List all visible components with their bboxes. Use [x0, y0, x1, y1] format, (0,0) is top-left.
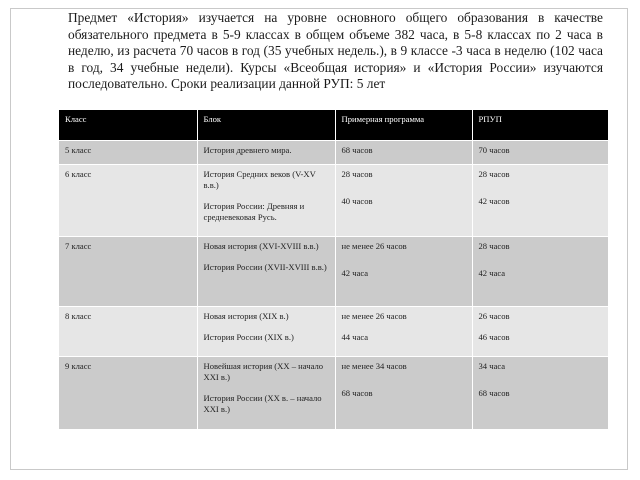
rpup-hours: 28 часов: [478, 241, 510, 251]
program-cell: [335, 141, 472, 165]
table-row: [59, 357, 608, 429]
program-hours: 68 часов: [341, 145, 373, 155]
header-block: Блок: [197, 110, 335, 141]
header-grade: Класс: [59, 110, 197, 141]
grade-label: 7 класс: [65, 241, 92, 251]
block-cell: [197, 165, 335, 237]
block-label: История Средних веков (V-XV в.в.): [203, 169, 316, 190]
intro-paragraph: Предмет «История» изучается на уровне основного общего образования в качестве обязательного предмета в 5-9 классах в общем объеме 382 часа, в 5-8 классах по 2 часа в неделю, из расчета 70 часов в год (35 учебных недель.), в 9 классе -3 часа в неделю (102 часа в год, 34 учебные недели). Курсы «Всеобщая история» и «История России» изучаются последовательно. Сроки реализации данной РУП: 5 лет: [68, 10, 603, 92]
program-cell: [335, 165, 472, 237]
block-cell: [197, 141, 335, 165]
program-hours: не менее 34 часов: [341, 361, 407, 371]
program-cell: [335, 357, 472, 429]
program-hours: не менее 26 часов: [341, 241, 407, 251]
grade-cell: [59, 307, 197, 357]
program-hours: 40 часов: [341, 196, 373, 206]
program-hours: 28 часов: [341, 169, 373, 179]
rpup-hours: 34 часа: [478, 361, 506, 371]
table-row: [59, 307, 608, 357]
header-program: Примерная программа: [335, 110, 472, 141]
header-rpup: РПУП: [472, 110, 608, 141]
rpup-cell: [472, 237, 608, 307]
block-cell: [197, 357, 335, 429]
block-cell: [197, 237, 335, 307]
rpup-hours: 42 часов: [478, 196, 510, 206]
rpup-hours: 46 часов: [478, 332, 510, 342]
program-hours: 42 часа: [341, 268, 369, 278]
rpup-hours: 68 часов: [478, 388, 510, 398]
rpup-cell: [472, 165, 608, 237]
block-label: Новейшая история (XX – начало XXI в.): [203, 361, 324, 382]
block-label: История древнего мира.: [203, 145, 292, 155]
grade-label: 5 класс: [65, 145, 92, 155]
rpup-cell: [472, 307, 608, 357]
grade-cell: [59, 141, 197, 165]
block-label: История России: Древняя и средневековая Русь.: [203, 201, 305, 222]
grade-label: 9 класс: [65, 361, 92, 371]
rpup-cell: [472, 357, 608, 429]
block-label: История России (XVII-XVIII в.в.): [203, 262, 327, 272]
table-row: [59, 141, 608, 165]
rpup-hours: 26 часов: [478, 311, 510, 321]
table-row: [59, 165, 608, 237]
grade-cell: [59, 237, 197, 307]
rpup-hours: 70 часов: [478, 145, 510, 155]
program-hours: не менее 26 часов: [341, 311, 407, 321]
block-label: История России (XIX в.): [203, 332, 294, 342]
program-hours: 68 часов: [341, 388, 373, 398]
table-header-row: [59, 110, 608, 141]
program-hours: 44 часа: [341, 332, 369, 342]
rpup-hours: 28 часов: [478, 169, 510, 179]
grade-cell: [59, 357, 197, 429]
rpup-hours: 42 часа: [478, 268, 506, 278]
rpup-cell: [472, 141, 608, 165]
block-label: История России (XX в. – начало XXI в.): [203, 393, 322, 414]
grade-cell: [59, 165, 197, 237]
curriculum-table: [59, 110, 608, 429]
program-cell: [335, 237, 472, 307]
grade-label: 8 класс: [65, 311, 92, 321]
block-label: Новая история (XIX в.): [203, 311, 289, 321]
table-row: [59, 237, 608, 307]
program-cell: [335, 307, 472, 357]
grade-label: 6 класс: [65, 169, 92, 179]
block-label: Новая история (XVI-XVIII в.в.): [203, 241, 319, 251]
block-cell: [197, 307, 335, 357]
